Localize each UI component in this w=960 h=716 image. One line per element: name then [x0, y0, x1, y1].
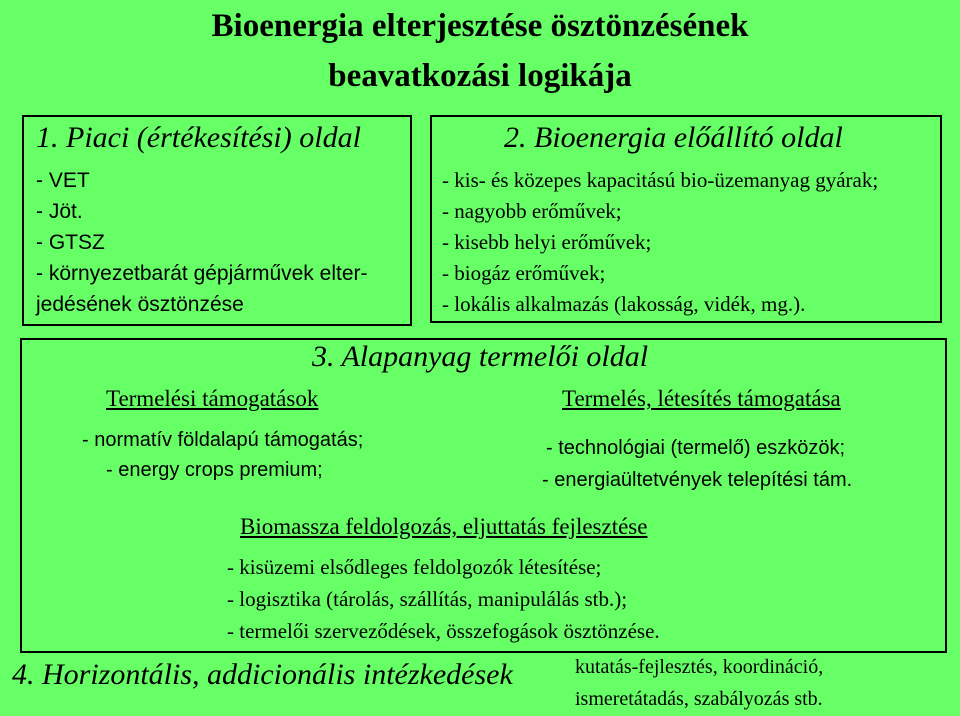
- production-support-item: - energy crops premium;: [106, 459, 323, 481]
- establishment-support-item: - energiaültetvények telepítési tám.: [542, 469, 853, 491]
- market-item: - VET: [36, 169, 90, 192]
- biomass-processing-item: - kisüzemi elsődleges feldolgozók létesítése;: [227, 555, 602, 579]
- production-support-title: Termelési támogatások: [106, 386, 319, 411]
- market-side-box: [22, 115, 412, 326]
- producer-side-heading: 2. Bioenergia előállító oldal: [504, 121, 843, 154]
- market-item: - Jöt.: [36, 200, 83, 223]
- page-title-line1: Bioenergia elterjesztése ösztönzésének: [211, 8, 749, 44]
- horizontal-measures-heading: 4. Horizontális, addicionális intézkedések: [12, 658, 513, 691]
- producer-side-box: [430, 115, 942, 323]
- establishment-support-title: Termelés, létesítés támogatása: [562, 386, 841, 411]
- producer-item: - lokális alkalmazás (lakosság, vidék, mg.).: [442, 292, 806, 316]
- market-item: - GTSZ: [36, 231, 105, 254]
- market-side-heading: 1. Piaci (értékesítési) oldal: [36, 121, 361, 154]
- biomass-processing-title: Biomassza feldolgozás, eljuttatás fejlesztése: [240, 514, 648, 539]
- biomass-processing-item: - termelői szerveződések, összefogások ösztönzése.: [227, 619, 660, 643]
- horizontal-measures-note: kutatás-fejlesztés, koordináció,: [575, 656, 824, 678]
- raw-material-heading: 3. Alapanyag termelői oldal: [312, 340, 649, 373]
- horizontal-measures-note: ismeretátadás, szabályozás stb.: [575, 688, 823, 710]
- raw-material-side-box: [20, 338, 947, 653]
- market-item: jedésének ösztönzése: [36, 293, 244, 316]
- producer-item: - biogáz erőművek;: [442, 261, 606, 285]
- producer-item: - kis- és közepes kapacitású bio-üzemanyag gyárak;: [442, 168, 879, 192]
- market-item: - környezetbarát gépjárművek elter-: [36, 262, 368, 285]
- biomass-processing-item: - logisztika (tárolás, szállítás, manipulálás stb.);: [227, 587, 628, 611]
- producer-item: - kisebb helyi erőművek;: [442, 230, 652, 254]
- establishment-support-item: - technológiai (termelő) eszközök;: [546, 437, 846, 459]
- production-support-item: - normatív földalapú támogatás;: [82, 429, 364, 451]
- producer-item: - nagyobb erőművek;: [442, 199, 622, 223]
- page-title-line2: beavatkozási logikája: [328, 58, 632, 94]
